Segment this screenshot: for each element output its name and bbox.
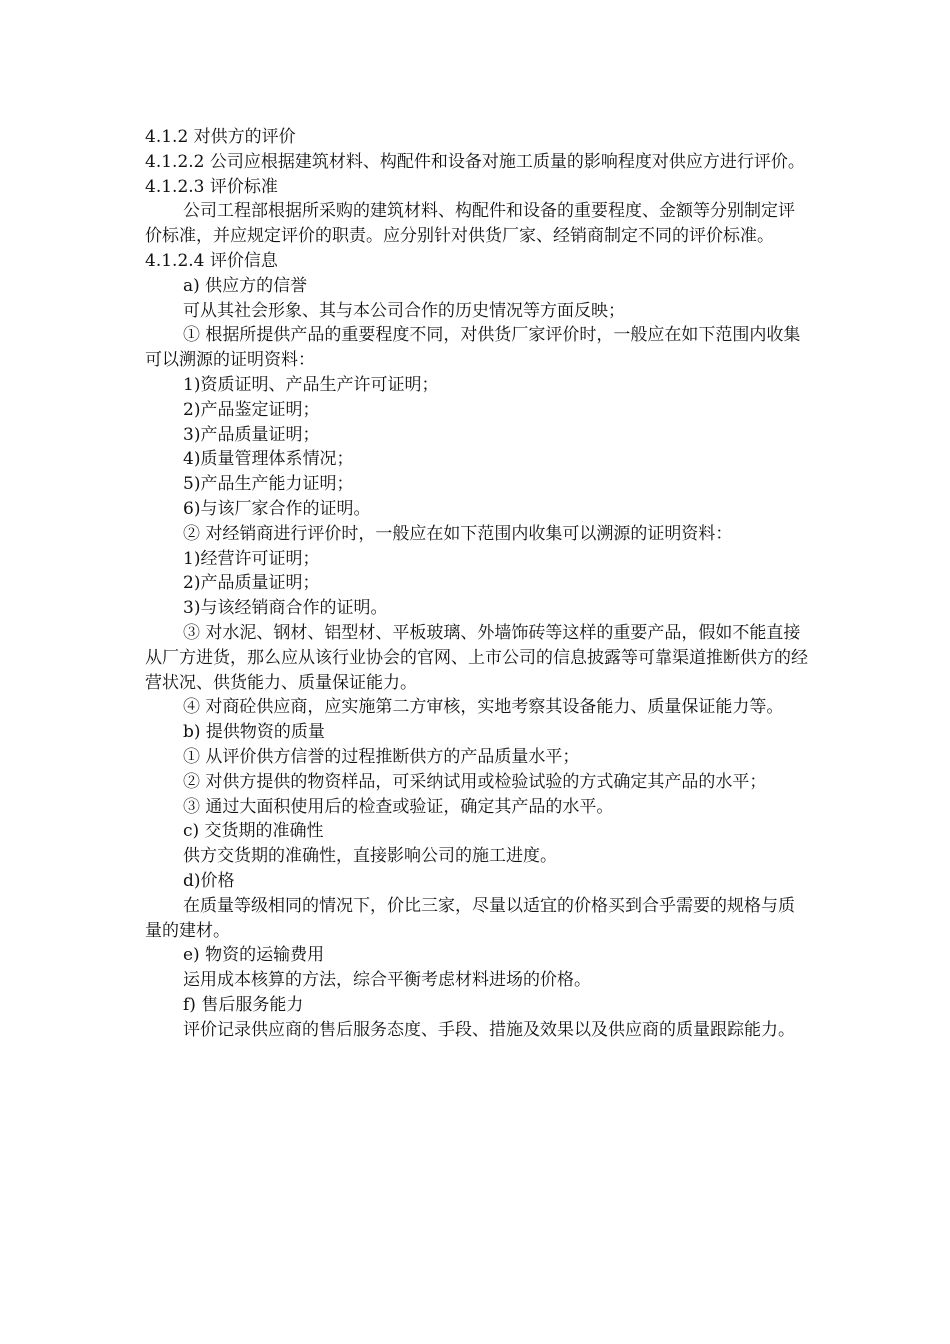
list-item: 2)产品鉴定证明；: [183, 399, 320, 420]
subheading: f) 售后服务能力: [183, 994, 304, 1015]
subheading: a) 供应方的信誉: [183, 275, 308, 296]
subheading: e) 物资的运输费用: [183, 945, 325, 966]
paragraph: 供方交货期的准确性，直接影响公司的施工进度。: [183, 846, 557, 867]
list-item: 1)经营许可证明；: [183, 548, 320, 569]
subheading: c) 交货期的准确性: [183, 821, 324, 842]
paragraph: ② 对经销商进行评价时，一般应在如下范围内收集可以溯源的证明资料：: [183, 523, 733, 544]
paragraph: 在质量等级相同的情况下，价比三家，尽量以适宜的价格买到合乎需要的规格与质量的建材。: [145, 895, 795, 941]
list-item: 2)产品质量证明；: [183, 573, 320, 594]
list-item: 1)资质证明、产品生产许可证明；: [183, 374, 439, 395]
list-item: 3)与该经销商合作的证明。: [183, 598, 388, 619]
subheading: d)价格: [183, 870, 235, 891]
list-item: 5)产品生产能力证明；: [183, 474, 354, 495]
paragraph: ② 对供方提供的物资样品，可采纳试用或检验试验的方式确定其产品的水平；: [183, 771, 767, 792]
list-item: 6)与该厂家合作的证明。: [183, 498, 371, 519]
list-item: 3)产品质量证明；: [183, 424, 320, 445]
paragraph: ① 从评价供方信誉的过程推断供方的产品质量水平；: [183, 746, 580, 767]
paragraph: ③ 对水泥、钢材、铝型材、平板玻璃、外墙饰砖等这样的重要产品，假如不能直接从厂方进货，那么应从该行业协会的官网、上市公司的信息披露等可靠渠道推断供方的经营状况、供货能力、质量保证能力。: [145, 622, 808, 693]
paragraph: 评价记录供应商的售后服务态度、手段、措施及效果以及供应商的质量跟踪能力。: [183, 1019, 795, 1040]
section-heading: 4.1.2.3 评价标准: [145, 176, 278, 197]
document-body: [145, 125, 810, 1042]
paragraph: 运用成本核算的方法，综合平衡考虑材料进场的价格。: [183, 970, 591, 991]
paragraph: ④ 对商砼供应商，应实施第二方审核，实地考察其设备能力、质量保证能力等。: [183, 697, 784, 718]
paragraph: ③ 通过大面积使用后的检查或验证，确定其产品的水平。: [183, 796, 614, 817]
section-heading: 4.1.2 对供方的评价: [145, 127, 296, 147]
paragraph: 4.1.2.2 公司应根据建筑材料、构配件和设备对施工质量的影响程度对供应方进行评价。: [145, 151, 805, 172]
list-item: 4)质量管理体系情况；: [183, 449, 354, 470]
paragraph: 可从其社会形象、其与本公司合作的历史情况等方面反映；: [183, 300, 625, 321]
paragraph: 公司工程部根据所采购的建筑材料、构配件和设备的重要程度、金额等分别制定评价标准，并应规定评价的职责。应分别针对供货厂家、经销商制定不同的评价标准。: [145, 201, 795, 247]
paragraph: ① 根据所提供产品的重要程度不同，对供货厂家评价时，一般应在如下范围内收集可以溯源的证明资料：: [145, 325, 801, 371]
section-heading: 4.1.2.4 评价信息: [145, 250, 278, 271]
subheading: b) 提供物资的质量: [183, 722, 325, 743]
